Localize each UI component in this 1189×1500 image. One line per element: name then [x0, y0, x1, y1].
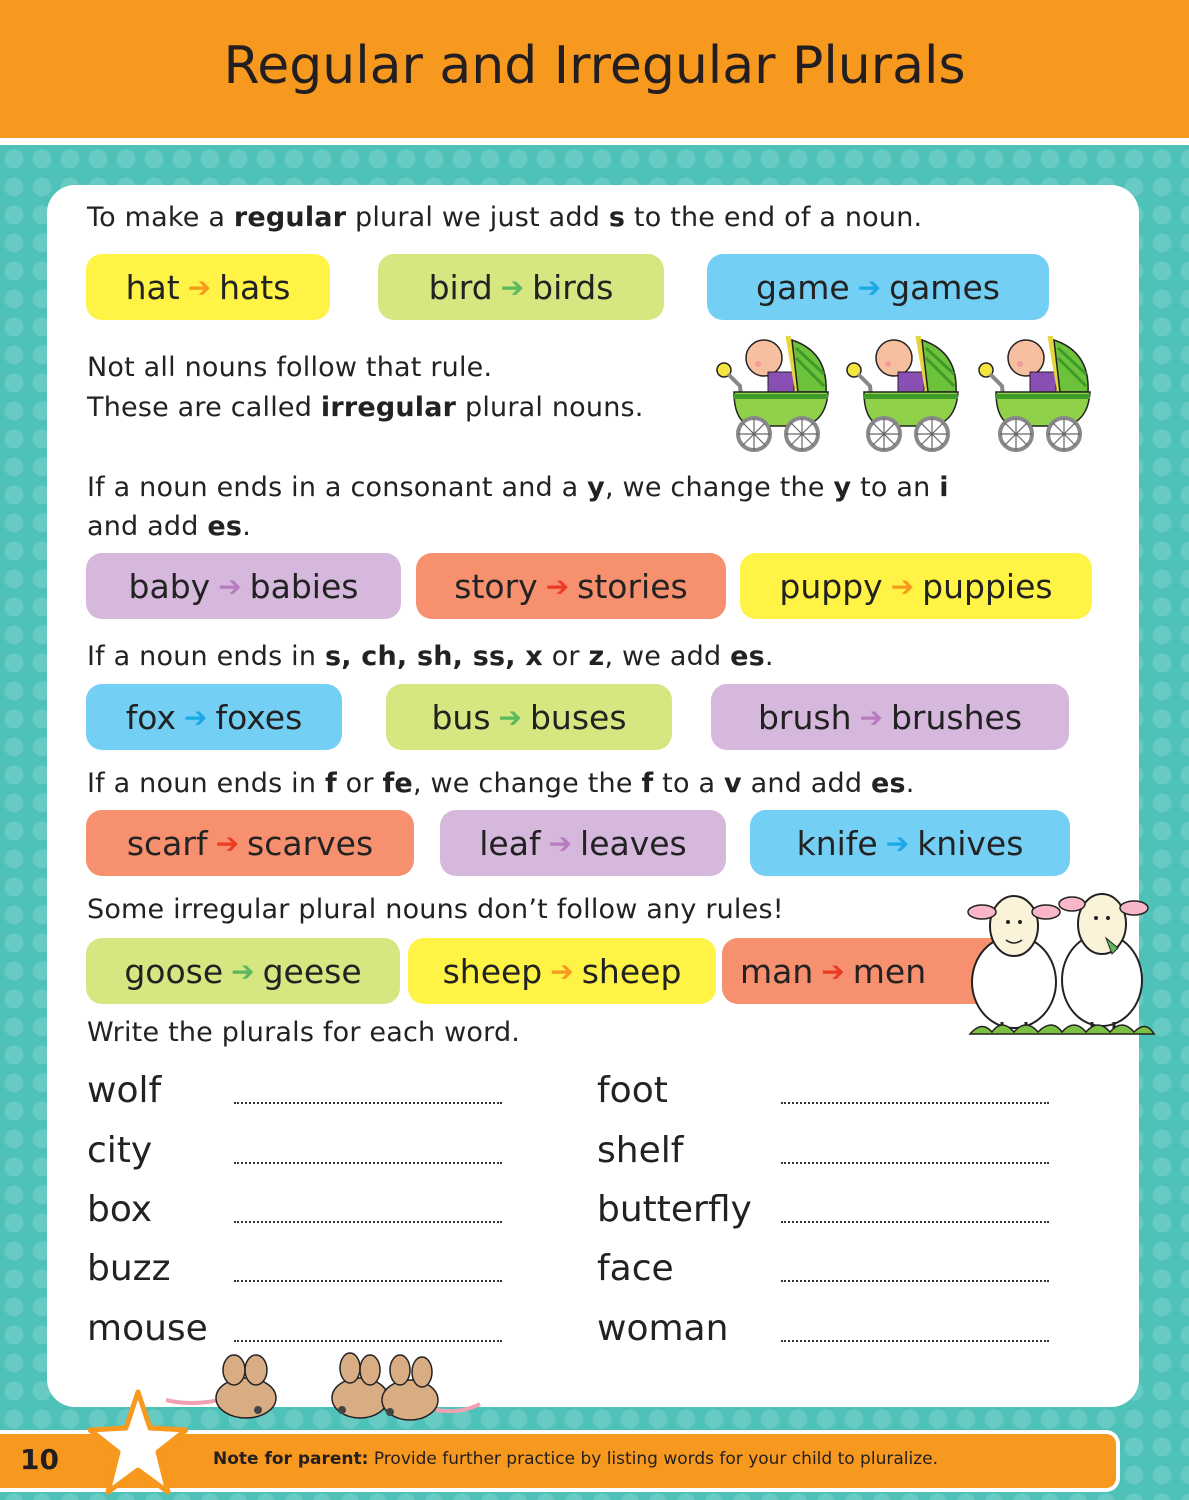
example-pill-bird [378, 254, 664, 320]
plural-word: men [852, 951, 927, 991]
arrow-right-icon: ➔ [215, 826, 240, 860]
bold-text: es [870, 768, 906, 799]
text: to a [653, 768, 724, 799]
plural-word: geese [262, 951, 362, 991]
example-pill-knife [750, 810, 1070, 876]
bold-text: y [587, 472, 605, 503]
example-pill-goose [86, 938, 400, 1004]
exercise-word-wolf: wolf [87, 1070, 162, 1111]
example-pill-puppy [740, 553, 1092, 619]
bold-text: y [833, 472, 852, 503]
bold-text: regular [233, 202, 347, 233]
example-pill-scarf [86, 810, 414, 876]
bold-text: f [641, 768, 654, 799]
arrow-right-icon: ➔ [500, 270, 525, 304]
answer-line-woman[interactable] [781, 1340, 1049, 1342]
plural-word: puppies [922, 566, 1053, 606]
text: . [764, 641, 774, 672]
text: , we change the [604, 472, 834, 503]
exercise-word-woman: woman [597, 1308, 729, 1349]
plural-word: games [889, 267, 1000, 307]
text: If a noun ends in a consonant and a [87, 472, 588, 503]
answer-line-mouse[interactable] [234, 1340, 502, 1342]
arrow-right-icon: ➔ [857, 270, 882, 304]
example-pill-sheep [408, 938, 716, 1004]
header-divider [0, 138, 1189, 145]
exercise-word-city: city [87, 1130, 153, 1171]
arrow-right-icon: ➔ [821, 954, 845, 988]
plural-word: sheep [581, 951, 682, 991]
arrow-right-icon: ➔ [890, 569, 915, 603]
bold-text: f [324, 768, 337, 799]
example-pill-brush [711, 684, 1069, 750]
answer-line-face[interactable] [781, 1280, 1049, 1282]
exercise-word-butterfly: butterfly [597, 1189, 752, 1230]
singular-word: bus [431, 697, 491, 737]
singular-word: fox [125, 697, 177, 737]
text: To make a [87, 202, 234, 233]
page-header [0, 0, 1189, 138]
exercise-instruction: Write the plurals for each word. [87, 1017, 521, 1048]
singular-word: hat [125, 267, 180, 307]
regular-rule-text [87, 202, 922, 233]
singular-word: leaf [479, 823, 541, 863]
exercise-word-box: box [87, 1189, 153, 1230]
example-pill-baby [86, 553, 401, 619]
plural-word: buses [529, 697, 627, 737]
arrow-right-icon: ➔ [550, 954, 574, 988]
text: , we add [604, 641, 731, 672]
example-pill-bus [386, 684, 672, 750]
text: . [242, 511, 251, 542]
singular-word: bird [428, 267, 493, 307]
irregular-intro-line1: Not all nouns follow that rule. [87, 352, 493, 383]
example-pill-story [416, 553, 726, 619]
answer-line-foot[interactable] [781, 1102, 1049, 1104]
page-number: 10 [20, 1443, 59, 1476]
arrow-right-icon: ➔ [498, 700, 522, 734]
baby-prams-illustration [712, 334, 1092, 454]
page-title: Regular and Irregular Plurals [223, 36, 966, 96]
exercise-word-shelf: shelf [597, 1130, 684, 1171]
text: If a noun ends in [87, 768, 325, 799]
text: plural we just add [346, 202, 609, 233]
text: and add [741, 768, 871, 799]
bold-text: es [730, 641, 765, 672]
consonant-y-rule-line2 [87, 511, 251, 542]
irregular-intro-line2 [87, 392, 644, 423]
bold-text: es [207, 511, 243, 542]
text: to the end of a noun. [625, 202, 923, 233]
example-pill-leaf [440, 810, 726, 876]
bold-text: fe [382, 768, 413, 799]
sibilant-rule-text [87, 641, 774, 672]
singular-word: game [756, 267, 850, 307]
plural-word: knives [917, 823, 1024, 863]
arrow-right-icon: ➔ [545, 569, 570, 603]
answer-line-box[interactable] [234, 1221, 502, 1223]
f-fe-rule-text [87, 768, 915, 799]
example-pill-game [707, 254, 1049, 320]
bold-text: s [608, 202, 626, 233]
note-label: Note for parent: [213, 1449, 369, 1469]
singular-word: story [454, 566, 538, 606]
arrow-right-icon: ➔ [218, 569, 242, 603]
text: , we change the [412, 768, 642, 799]
singular-word: goose [124, 951, 224, 991]
text: and add [87, 511, 208, 542]
answer-line-city[interactable] [234, 1162, 502, 1164]
plural-word: hats [219, 267, 291, 307]
plural-word: birds [532, 267, 614, 307]
singular-word: scarf [126, 823, 208, 863]
arrow-right-icon: ➔ [548, 826, 573, 860]
plural-word: brushes [890, 697, 1023, 737]
singular-word: puppy [779, 566, 883, 606]
text: . [905, 768, 915, 799]
example-pill-fox [86, 684, 342, 750]
text: or [336, 768, 383, 799]
exercise-word-mouse: mouse [87, 1308, 208, 1349]
bold-text: irregular [320, 392, 457, 423]
exercise-word-face: face [597, 1248, 674, 1289]
example-pill-hat [86, 254, 330, 320]
note-text: Provide further practice by listing words for your child to pluralize. [368, 1449, 938, 1469]
text: or [542, 641, 589, 672]
text: to an [851, 472, 940, 503]
parent-note [213, 1449, 938, 1469]
singular-word: baby [128, 566, 211, 606]
plural-word: stories [577, 566, 688, 606]
arrow-right-icon: ➔ [885, 826, 910, 860]
bold-text: i [939, 472, 949, 503]
sheep-illustration [962, 882, 1162, 1042]
singular-word: brush [757, 697, 852, 737]
bold-text: s, ch, sh, ss, x [324, 641, 543, 672]
arrow-right-icon: ➔ [184, 700, 208, 734]
answer-line-buzz[interactable] [234, 1280, 502, 1282]
text: If a noun ends in [87, 641, 325, 672]
answer-line-shelf[interactable] [781, 1162, 1049, 1164]
answer-line-wolf[interactable] [234, 1102, 502, 1104]
exercise-word-foot: foot [597, 1070, 668, 1111]
singular-word: man [740, 951, 814, 991]
no-rules-text: Some irregular plural nouns don’t follow any rules! [87, 894, 784, 925]
plural-word: leaves [580, 823, 687, 863]
bold-text: v [724, 768, 742, 799]
text: These are called [87, 392, 321, 423]
plural-word: babies [249, 566, 359, 606]
arrow-right-icon: ➔ [231, 954, 255, 988]
exercise-word-buzz: buzz [87, 1248, 171, 1289]
plural-word: scarves [247, 823, 374, 863]
mice-illustration [160, 1352, 560, 1422]
singular-word: knife [796, 823, 878, 863]
arrow-right-icon: ➔ [187, 270, 212, 304]
answer-line-butterfly[interactable] [781, 1221, 1049, 1223]
bold-text: z [588, 641, 605, 672]
star-icon [88, 1388, 188, 1500]
text: plural nouns. [456, 392, 644, 423]
consonant-y-rule-line1 [87, 472, 949, 503]
singular-word: sheep [442, 951, 543, 991]
arrow-right-icon: ➔ [859, 700, 883, 734]
plural-word: foxes [215, 697, 303, 737]
